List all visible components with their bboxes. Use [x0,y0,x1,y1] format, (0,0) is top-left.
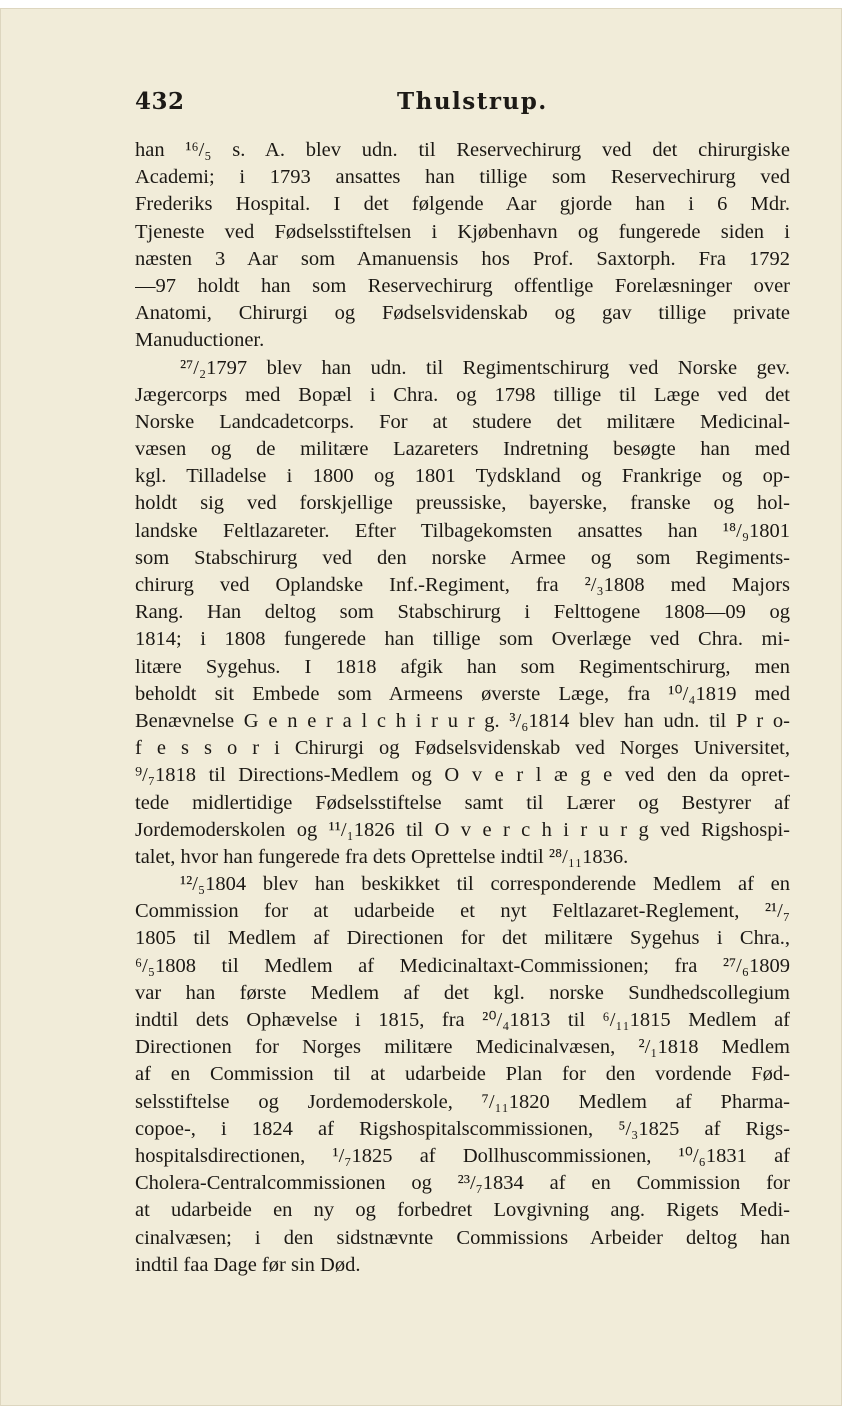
text-line: at udarbeide en ny og forbedret Lovgivning ang. Rigets Medi- [135,1199,790,1222]
text-line: cinalvæsen; i den sidstnævnte Commissions Arbeider deltog han [135,1226,790,1249]
text-line: Academi; i 1793 ansattes han tillige som Reservechirurg ved [135,166,790,189]
text-line: Rang. Han deltog som Stabschirurg i Felttogene 1808—09 og [135,601,790,624]
text-line: Norske Landcadetcorps. For at studere det militære Medicinal- [135,410,790,433]
text-line: Jordemoderskolen og ¹¹/₁1826 til O v e r c h i r u r g ved Rigshospi- [135,818,790,841]
text-line: —97 holdt han som Reservechirurg offentlige Forelæsninger over [135,274,790,297]
text-line: væsen og de militære Lazareters Indretning besøgte han med [135,438,790,461]
text-line: ¹²/₅1804 blev han beskikket til corresponderende Medlem af en [180,873,790,896]
text-line: Cholera-Centralcommissionen og ²³/₇1834 af en Commission for [135,1172,790,1195]
text-line: ²⁷/₂1797 blev han udn. til Regimentschirurg ved Norske gev. [180,356,790,379]
text-line: Commission for at udarbeide et nyt Feltlazaret-Reglement, ²¹/₇ [135,900,790,923]
text-line: af en Commission til at udarbeide Plan for den vordende Fød- [135,1063,790,1086]
text-line: talet, hvor han fungerede fra dets Oprettelse indtil ²⁸/₁₁1836. [135,845,629,868]
text-line: indtil faa Dage før sin Død. [135,1253,361,1276]
text-line: hospitalsdirectionen, ¹/₇1825 af Dollhuscommissionen, ¹⁰/₆1831 af [135,1144,790,1167]
text-line: litære Sygehus. I 1818 afgik han som Regimentschirurg, men [135,655,790,678]
text-line: Anatomi, Chirurgi og Fødselsvidenskab og gav tillige private [135,302,790,325]
page-number: 432 [135,88,185,115]
text-line: indtil dets Ophævelse i 1815, fra ²⁰/₄1813 til ⁶/₁₁1815 Medlem af [135,1009,790,1031]
text-line: Manuductioner. [135,329,265,352]
text-line: kgl. Tilladelse i 1800 og 1801 Tydskland og Frankrige og op- [135,465,790,488]
text-line: Benævnelse G e n e r a l c h i r u r g. ³/₆1814 blev han udn. til P r o- [135,709,790,732]
text-line: copoe-, i 1824 af Rigshospitalscommissionen, ⁵/₃1825 af Rigs- [135,1117,790,1140]
text-line: ⁹/₇1818 til Directions-Medlem og O v e r l æ g e ved den da opret- [135,764,790,787]
text-line: Jægercorps med Bopæl i Chra. og 1798 tillige til Læge ved det [135,383,790,406]
text-line: holdt sig ved forskjellige preussiske, bayerske, franske og hol- [135,492,790,515]
text-line: selsstiftelse og Jordemoderskole, ⁷/₁₁1820 Medlem af Pharma- [135,1090,790,1113]
text-line: ⁶/₅1808 til Medlem af Medicinaltaxt-Commissionen; fra ²⁷/₆1809 [135,954,790,977]
text-line: landske Feltlazareter. Efter Tilbagekomsten ansattes han ¹⁸/₉1801 [135,519,790,542]
text-line: Directionen for Norges militære Medicinalvæsen, ²/₁1818 Medlem [135,1036,790,1059]
text-line: tede midlertidige Fødselsstiftelse samt til Lærer og Bestyrer af [135,791,790,814]
text-line: var han første Medlem af det kgl. norske Sundhedscollegium [135,981,790,1004]
running-title: Thulstrup. [397,88,548,115]
text-line: som Stabschirurg ved den norske Armee og som Regiments- [135,546,790,569]
text-line: Frederiks Hospital. I det følgende Aar gjorde han i 6 Mdr. [135,193,790,216]
text-line: han ¹⁶/₅ s. A. blev udn. til Reservechirurg ved det chirurgiske [135,139,790,161]
text-line: chirurg ved Oplandske Inf.-Regiment, fra ²/₃1808 med Majors [135,574,790,596]
page-header [135,88,790,124]
text-line: 1814; i 1808 fungerede han tillige som Overlæge ved Chra. mi- [135,628,790,651]
text-line: næsten 3 Aar som Amanuensis hos Prof. Saxtorph. Fra 1792 [135,247,790,270]
text-line: f e s s o r i Chirurgi og Fødselsvidenskab ved Norges Universitet, [135,737,790,760]
text-line: 1805 til Medlem af Directionen for det militære Sygehus i Chra., [135,927,790,950]
text-line: beholdt sit Embede som Armeens øverste Læge, fra ¹⁰/₄1819 med [135,682,790,705]
body-text [135,137,790,1279]
text-line: Tjeneste ved Fødselsstiftelsen i Kjøbenhavn og fungerede siden i [135,220,790,243]
